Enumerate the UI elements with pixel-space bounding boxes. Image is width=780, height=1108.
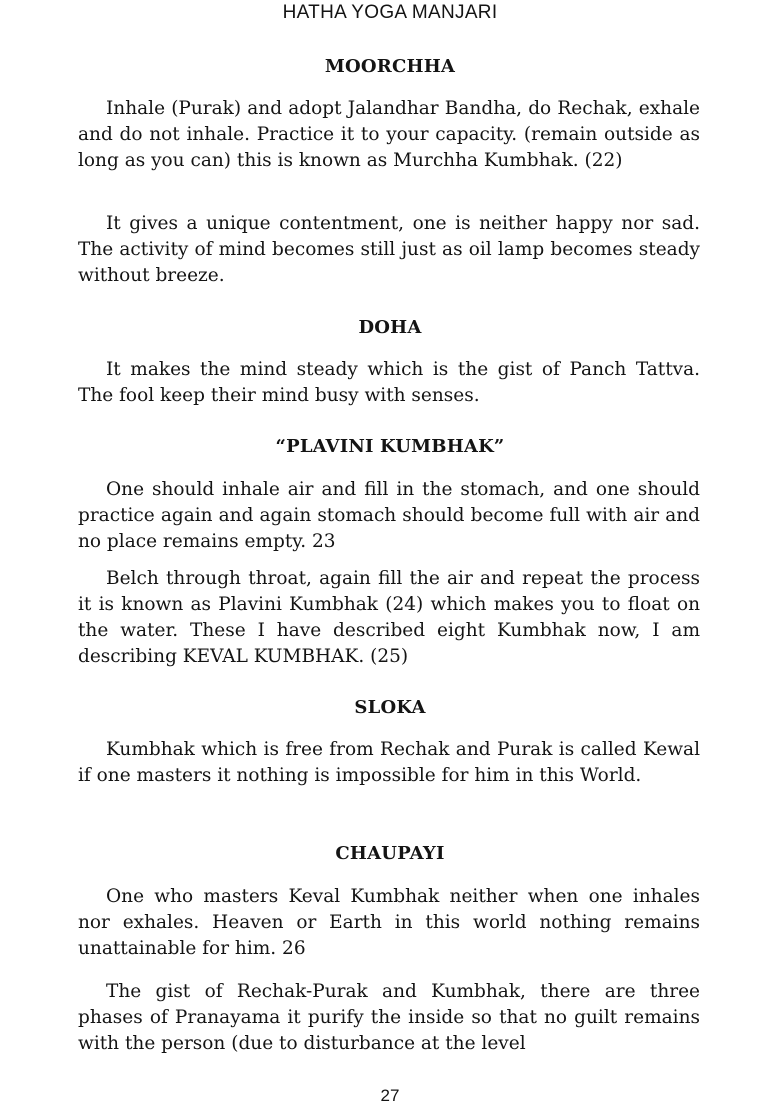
section-heading-moorchha: MOORCHHA: [324, 56, 456, 77]
paragraph: The gist of Rechak-Purak and Kumbhak, there are three phases of Pranayama it purify the inside so that no guilt remains with the person (due to disturbance at the level: [78, 981, 700, 1054]
paragraph: Inhale (Purak) and adopt Jalandhar Bandha, do Rechak, exhale and do not inhale. Practice it to your capacity. (remain outside as long as you can) this is known as Murchha Kumbhak. (22): [78, 98, 700, 171]
paragraph: It makes the mind steady which is the gist of Panch Tattva. The fool keep their mind busy with senses.: [78, 359, 700, 406]
section-heading-sloka: SLOKA: [354, 697, 426, 718]
page-number: 27: [380, 1086, 400, 1105]
paragraph: It gives a unique contentment, one is neither happy nor sad. The activity of mind becomes still just as oil lamp becomes steady without breeze.: [78, 213, 700, 286]
paragraph: Kumbhak which is free from Rechak and Purak is called Kewal if one masters it nothing is impossible for him in this World.: [78, 739, 700, 786]
running-head: HATHA YOGA MANJARI: [282, 2, 498, 23]
section-heading-plavini-kumbhak: “PLAVINI KUMBHAK”: [275, 436, 505, 457]
section-heading-chaupayi: CHAUPAYI: [335, 843, 445, 864]
paragraph: Belch through throat, again fill the air and repeat the process it is known as Plavini Kumbhak (24) which makes you to float on the water. These I have described eight Kumbhak now, I am describing KEVAL KUMBHAK. (25): [78, 568, 700, 667]
section-heading-doha: DOHA: [358, 317, 422, 338]
paragraph: One who masters Keval Kumbhak neither when one inhales nor exhales. Heaven or Earth in this world nothing remains unattainable for him. 26: [78, 886, 700, 959]
paragraph: One should inhale air and fill in the stomach, and one should practice again and again stomach should become full with air and no place remains empty. 23: [78, 479, 700, 552]
